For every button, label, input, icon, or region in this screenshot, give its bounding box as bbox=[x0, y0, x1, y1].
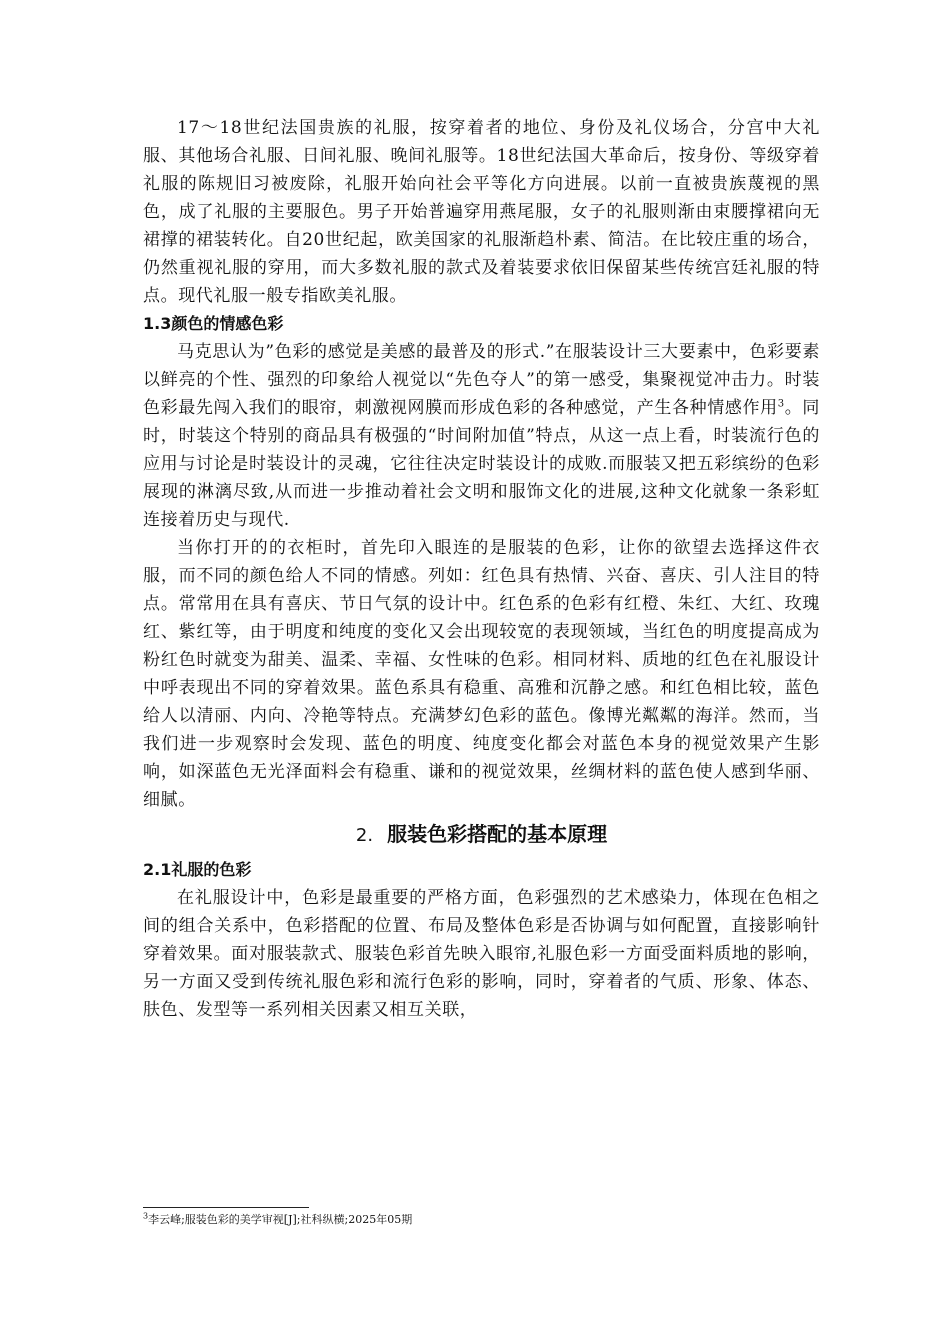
footnote bbox=[143, 1212, 412, 1228]
chapter-number: 2. bbox=[355, 825, 374, 846]
paragraph-marx-color-part1: 马克思认为”色彩的感觉是美感的最普及的形式.”在服装设计三大要素中，色彩要素以鲜亮的个性、强烈的印象给人视觉以“先色夺人”的第一感受，集聚视觉冲击力。时装色彩最先闯入我们的眼帘，刺激视网膜而形成色彩的各种感觉，产生各种情感作用 bbox=[143, 342, 820, 418]
chapter-title: 服装色彩搭配的基本原理 bbox=[387, 822, 608, 846]
chapter-heading-2 bbox=[143, 814, 820, 856]
paragraph-marx-color-part2: 。同时，时装这个特别的商品具有极强的“时间附加值”特点，从这一点上看，时装流行色的应用与讨论是时装设计的灵魂，它往往决定时装设计的成败.而服装又把五彩缤纷的色彩展现的淋漓尽致,从而进一步推动着社会文明和服饰文化的进展,这种文化就象一条彩虹连接着历史与现代. bbox=[143, 398, 820, 530]
footnote-text: 李云峰;服装色彩的美学审视[J];社科纵横;2025年05期 bbox=[148, 1213, 413, 1226]
footnote-reference[interactable]: 3 bbox=[777, 398, 785, 410]
section-heading-1-3: 1.3颜色的情感色彩 bbox=[143, 314, 284, 333]
footnote-marker: 3 bbox=[143, 1211, 149, 1221]
paragraph-gown-color: 在礼服设计中，色彩是最重要的严格方面，色彩强烈的艺术感染力，体现在色相之间的组合关系中，色彩搭配的位置、布局及整体色彩是否协调与如何配置，直接影响针穿着效果。面对服装款式、服装色彩首先映入眼帘,礼服色彩一方面受面料质地的影响，另一方面又受到传统礼服色彩和流行色彩的影响，同时，穿着者的气质、形象、体态、肤色、发型等一系列相关因素又相互关联， bbox=[143, 888, 820, 1020]
paragraph-french-court-dress: 17～18世纪法国贵族的礼服，按穿着者的地位、身份及礼仪场合，分宫中大礼服、其他场合礼服、日间礼服、晚间礼服等。18世纪法国大革命后，按身份、等级穿着礼服的陈规旧习被废除，礼服开始向社会平等化方向进展。以前一直被贵族蔑视的黑色，成了礼服的主要服色。男子开始普遍穿用燕尾服，女子的礼服则渐由束腰撑裙向无裙撑的裙装转化。自20世纪起，欧美国家的礼服渐趋朴素、简洁。在比较庄重的场合，仍然重视礼服的穿用，而大多数礼服的款式及着装要求依旧保留某些传统宫廷礼服的特点。现代礼服一般专指欧美礼服。 bbox=[143, 118, 820, 306]
paragraph-wardrobe-colors: 当你打开的的衣柜时，首先印入眼连的是服装的色彩，让你的欲望去选择这件衣服，而不同的颜色给人不同的情感。列如：红色具有热情、兴奋、喜庆、引人注目的特点。常常用在具有喜庆、节日气氛的设计中。红色系的色彩有红橙、朱红、大红、玫瑰红、紫红等，由于明度和纯度的变化又会出现较宽的表现领域，当红色的明度提高成为粉红色时就变为甜美、温柔、幸福、女性味的色彩。相同材料、质地的红色在礼服设计中呼表现出不同的穿着效果。蓝色系具有稳重、高雅和沉静之感。和红色相比较，蓝色给人以清丽、内向、冷艳等特点。充满梦幻色彩的蓝色。像博光粼粼的海洋。然而，当我们进一步观察时会发现、蓝色的明度、纯度变化都会对蓝色本身的视觉效果产生影响，如深蓝色无光泽面料会有稳重、谦和的视觉效果，丝绸材料的蓝色使人感到华丽、细腻。 bbox=[143, 538, 820, 810]
section-heading-2-1: 2.1礼服的色彩 bbox=[143, 860, 252, 879]
paragraph-marx-color bbox=[143, 338, 820, 534]
footnote-divider bbox=[143, 1207, 309, 1208]
document-body bbox=[143, 114, 820, 1024]
